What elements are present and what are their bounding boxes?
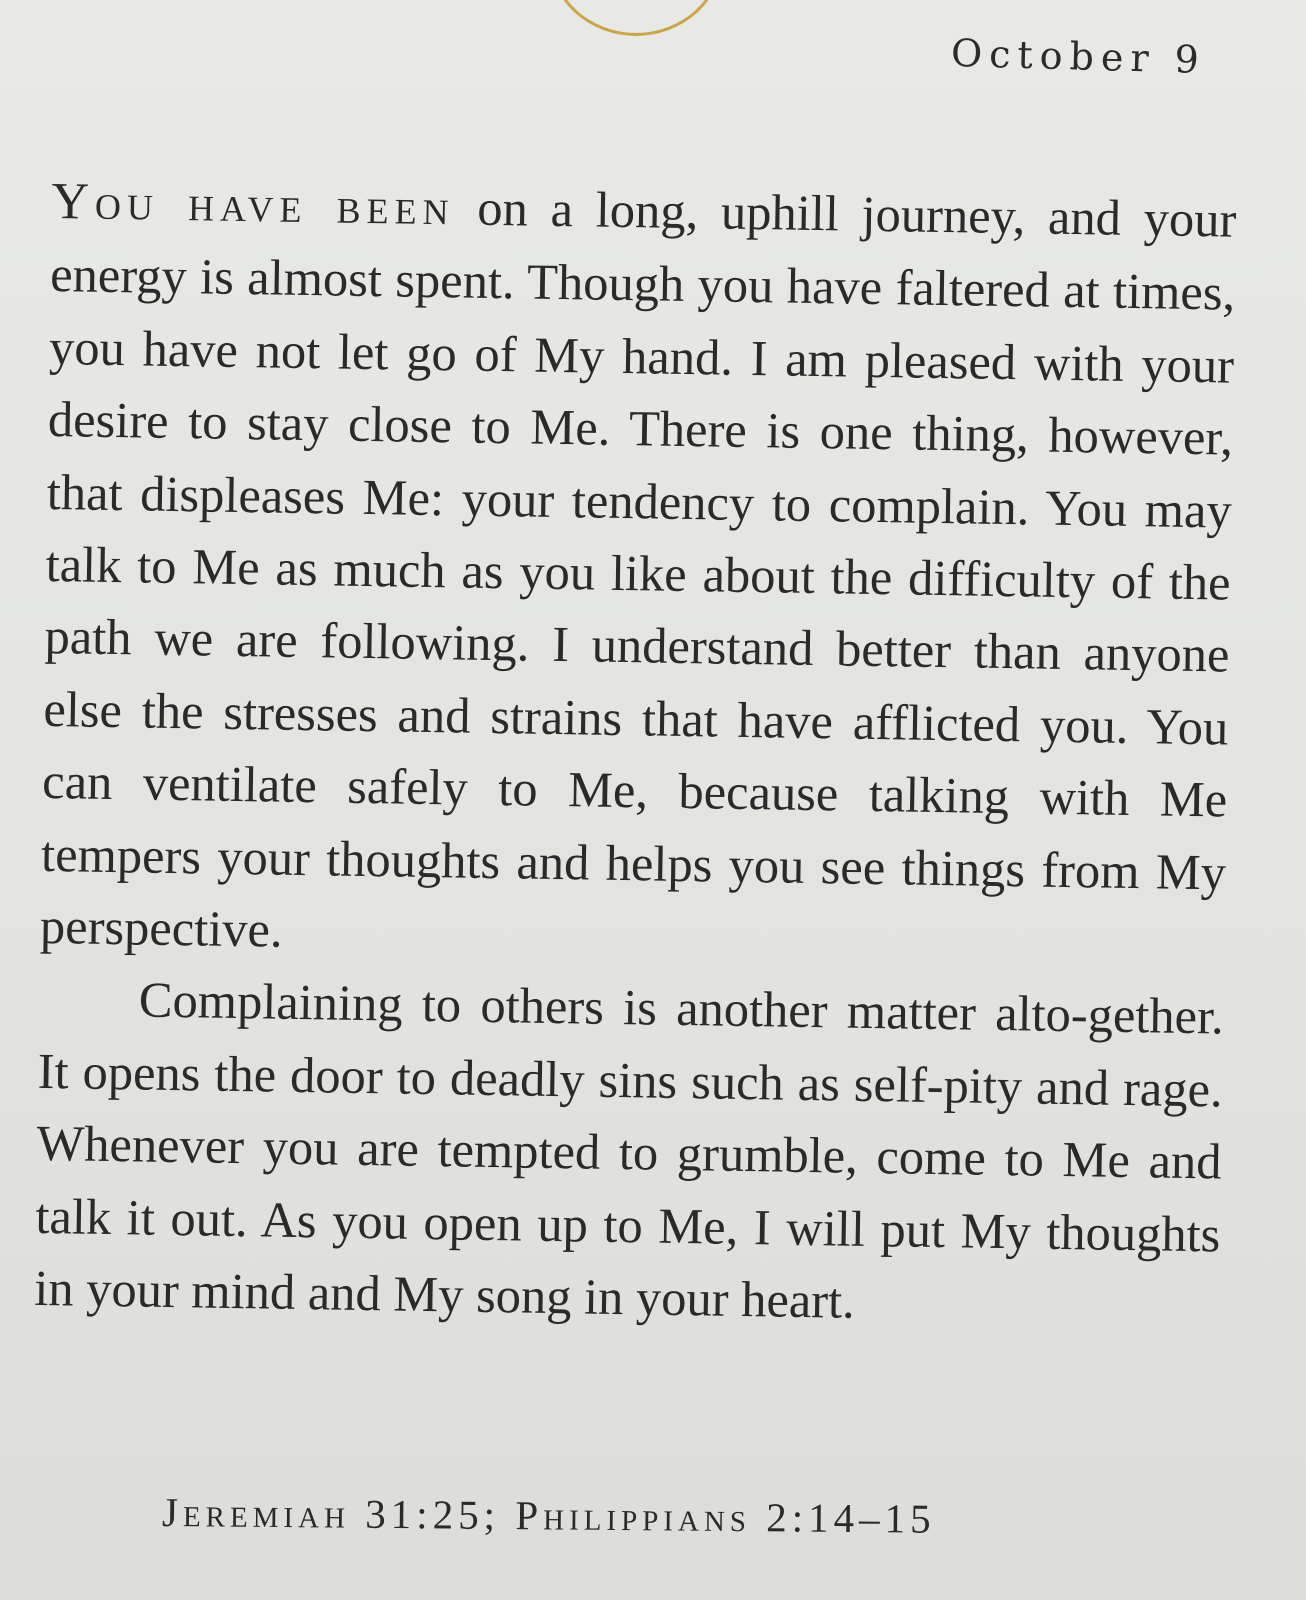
paragraph-1: [39, 165, 1236, 981]
paragraph-1-text: on a long, uphill journey, and your energy is almost spent. Though you have faltered at times, you have not let go of My hand. I am pleased with your desire to stay close to Me. There is one thing, however, that displeases Me: your tendency to complain. You may talk to Me as much as you like about the difficulty of the path we are following. I understand better than anyone else the stresses and strains that have afflicted you. You can ventilate safely to Me, because talking with Me tempers your thoughts and helps you see things from My perspective.: [39, 179, 1237, 958]
lead-in-smallcaps: You have been: [50, 172, 456, 237]
devotional-text: [34, 165, 1237, 1343]
gold-ornament: [548, 0, 724, 36]
scripture-reference: Jeremiah 31:25; Philippians 2:14–15: [161, 1489, 936, 1542]
paragraph-2: Complaining to others is another matter alto-gether. It opens the door to deadly sins such as self-pity and rage. Whenever you are tempted to grumble, come to Me and talk it out. As you open up to Me, I will put My thoughts in your mind and My song in your heart.: [33, 971, 1225, 1329]
page-date: October 9: [950, 30, 1207, 82]
